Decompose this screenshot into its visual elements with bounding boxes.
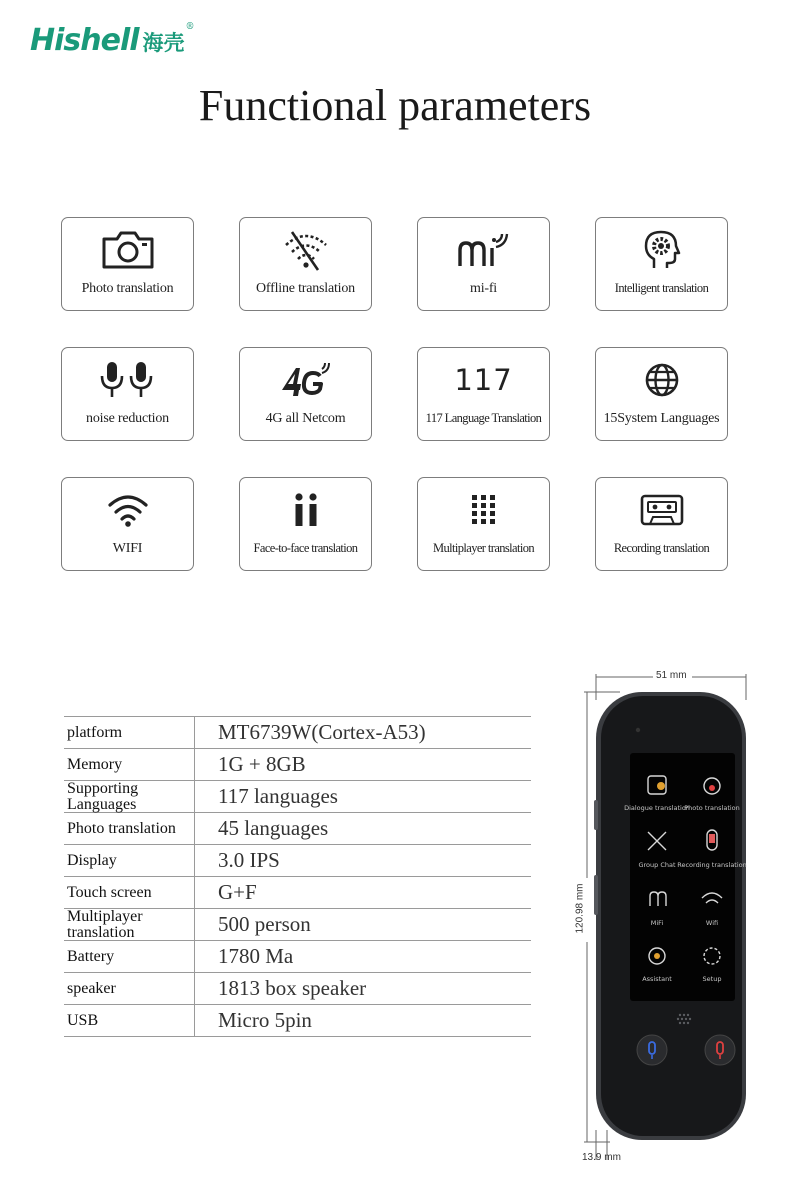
registered-mark: ® <box>185 22 195 32</box>
feature-card <box>417 217 550 311</box>
feature-card <box>595 477 728 571</box>
feature-label: 15System Languages <box>603 411 720 426</box>
feature-label: WIFI <box>112 541 143 556</box>
spec-key: speaker <box>64 973 195 1005</box>
feature-label: Recording translation <box>613 541 710 555</box>
feature-grid <box>61 217 728 571</box>
app-label: Dialogue translation <box>624 804 690 812</box>
app-label: Group Chat <box>638 861 676 869</box>
globe-icon <box>596 358 727 402</box>
spec-key: Display <box>64 845 195 877</box>
app-label: Recording translation <box>677 861 747 869</box>
spec-key: USB <box>64 1005 195 1037</box>
face-to-face-icon <box>240 488 371 532</box>
spec-value: 117 languages <box>195 781 532 813</box>
spec-value: Micro 5pin <box>195 1005 532 1037</box>
spec-key: platform <box>64 717 195 749</box>
spec-value: 1813 box speaker <box>195 973 532 1005</box>
app-label: MiFi <box>650 919 664 927</box>
feature-card <box>417 477 550 571</box>
spec-value: G+F <box>195 877 532 909</box>
table-row <box>64 909 531 941</box>
4g-icon <box>240 358 371 402</box>
spec-value: MT6739W(Cortex-A53) <box>195 717 532 749</box>
head-gear-icon <box>596 228 727 272</box>
table-row <box>64 877 531 909</box>
device-illustration <box>570 660 790 1170</box>
feature-card <box>595 347 728 441</box>
table-row <box>64 749 531 781</box>
camera-icon <box>62 228 193 272</box>
feature-label: noise reduction <box>86 411 169 426</box>
feature-label: Photo translation <box>81 281 174 296</box>
table-row <box>64 781 531 813</box>
dot-grid-icon <box>418 488 549 532</box>
spec-key: Touch screen <box>64 877 195 909</box>
brand-logo <box>30 20 195 56</box>
wifi-off-icon <box>240 228 371 272</box>
table-row <box>64 973 531 1005</box>
app-label: Assistant <box>642 975 672 983</box>
microphones-icon <box>62 358 193 402</box>
spec-key: Photo translation <box>64 813 195 845</box>
feature-number: 117 <box>454 363 513 397</box>
feature-card <box>595 217 728 311</box>
table-row <box>64 813 531 845</box>
table-row <box>64 1005 531 1037</box>
number-117-icon <box>418 358 549 402</box>
spec-key: Multiplayer translation <box>64 909 195 941</box>
app-label: Photo translation <box>684 804 740 812</box>
app-label: Wifi <box>705 919 719 927</box>
spec-key: Supporting Languages <box>64 781 195 813</box>
spec-value: 3.0 IPS <box>195 845 532 877</box>
feature-label: 4G all Netcom <box>265 411 346 426</box>
feature-card <box>61 217 194 311</box>
spec-value: 500 person <box>195 909 532 941</box>
feature-label: Multiplayer translation <box>432 541 535 555</box>
wifi-icon <box>62 488 193 532</box>
device-drawing <box>570 660 790 1170</box>
spec-key: Memory <box>64 749 195 781</box>
depth-dimension: 13.9 mm <box>582 1152 621 1163</box>
spec-value: 45 languages <box>195 813 532 845</box>
height-dimension: 120.98 mm <box>574 883 586 934</box>
feature-label: Offline translation <box>256 281 355 296</box>
feature-card <box>61 347 194 441</box>
spec-table <box>64 716 531 1037</box>
cassette-icon <box>596 488 727 532</box>
brand-name: Hishell <box>30 23 139 58</box>
feature-label: Intelligent translation <box>614 281 709 295</box>
feature-label: Face-to-face translation <box>253 541 358 555</box>
table-row <box>64 941 531 973</box>
table-row <box>64 717 531 749</box>
feature-card <box>239 477 372 571</box>
feature-card <box>417 347 550 441</box>
spec-value: 1780 Ma <box>195 941 532 973</box>
feature-label: mi-fi <box>470 281 497 296</box>
table-row <box>64 845 531 877</box>
feature-label: 117 Language Translation <box>425 411 542 425</box>
spec-value: 1G + 8GB <box>195 749 532 781</box>
page-title: Functional parameters <box>198 81 592 130</box>
feature-card <box>239 347 372 441</box>
width-dimension: 51 mm <box>656 670 687 681</box>
spec-key: Battery <box>64 941 195 973</box>
app-label: Setup <box>702 975 722 983</box>
feature-card <box>239 217 372 311</box>
brand-name-cn: 海壳 <box>142 30 185 55</box>
mifi-icon <box>418 228 549 272</box>
feature-card <box>61 477 194 571</box>
